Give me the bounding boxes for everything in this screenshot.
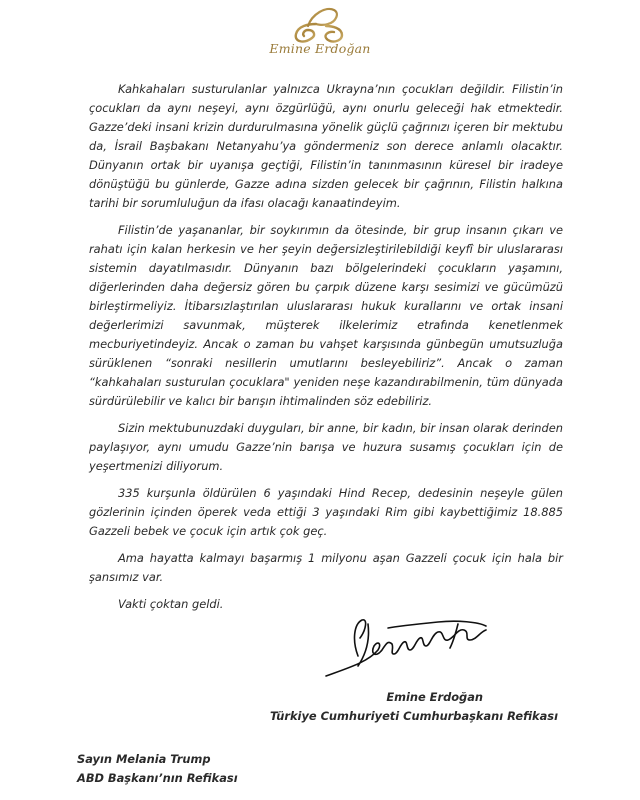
ee-monogram-logo [286, 4, 354, 44]
paragraph: Filistin’de yaşananlar, bir soykırımın da ötesinde, bir grup insanın çıkarı ve rahatı için kalan herkesin ve her şeyin değersizleştirilebildiği keyfî bir uluslararası sistemin dayatılmasıdır. Dünyanın bazı bölgelerindeki çocukların yaşamını, diğerlerinden daha değersiz gören bu çarpık düzene karşı sesimizi ve gücümüzü birleştirmeliyiz. İtibarsızlaştırılan uluslararası hukuk kurallarını ve ortak insani değerlerimizi savunmak, müşterek ilkelerimiz etrafında kenetlenmek mecburiyetindeyiz. Ancak o zaman bu vahşet karşısında günbegün umutsuzluğa sürüklenen “sonraki nesillerin umutlarını besleyebiliriz”. Ancak o zaman “kahkahaları susturulan çocuklara" yeniden neşe kazandırabilmenin, tüm dünyada sürdürülebilir ve kalıcı bir barışın ihtimalinden söz edebiliriz. [89, 223, 563, 408]
signer-title: Türkiye Cumhuriyeti Cumhurbaşkanı Refikası [269, 709, 558, 723]
recipient-title: ABD Başkanı’nın Refikası [77, 771, 238, 785]
letter-body [89, 80, 563, 614]
signer-block [0, 688, 558, 726]
letterhead [0, 0, 640, 72]
paragraph: Kahkahaları susturulanlar yalnızca Ukrayna’nın çocukları değildir. Filistin’in çocukları da aynı neşeyi, aynı özgürlüğü, aynı onurlu geleceği hak etmektedir. Gazze’deki insani krizin durdurulmasına yönelik güçlü çağrınızı içeren bir mektubu da, İsrail Başbakanı Netanyahu’ya göndermeniz son derece anlamlı olacaktır. Dünyanın ortak bir uyanışa geçtiği, Filistin’in tanınmasının küresel bir iradeye dönüştüğü bu günlerde, Gazze adına sizden gelecek bir çağrının, Filistin halkına tarihi bir sorumluluğun da ifası olacağı kanaatindeyim. [89, 82, 563, 210]
recipient-name: Sayın Melania Trump [77, 752, 211, 766]
paragraph: Sizin mektubunuzdaki duyguları, bir anne, bir kadın, bir insan olarak derinden paylaşıyor, aynı umudu Gazze’nin barışa ve huzura susamış çocukları için de yeşertmenizi diliyorum. [89, 421, 563, 473]
paragraph: Ama hayatta kalmayı başarmış 1 milyonu aşan Gazzeli çocuk için hala bir şansımız var. [89, 551, 563, 584]
paragraph: Vakti çoktan geldi. [118, 597, 224, 611]
recipient-block [77, 750, 238, 788]
letterhead-name: Emine Erdoğan [269, 41, 371, 56]
paragraph: 335 kurşunla öldürülen 6 yaşındaki Hind Recep, dedesinin neşeyle gülen gözlerinin içinden öperek veda ettiği 3 yaşındaki Rim gibi kaybettiğimiz 18.885 Gazzeli bebek ve çocuk için artık çok geç. [89, 486, 563, 538]
signer-name: Emine Erdoğan [386, 690, 483, 704]
handwritten-signature [318, 610, 498, 680]
